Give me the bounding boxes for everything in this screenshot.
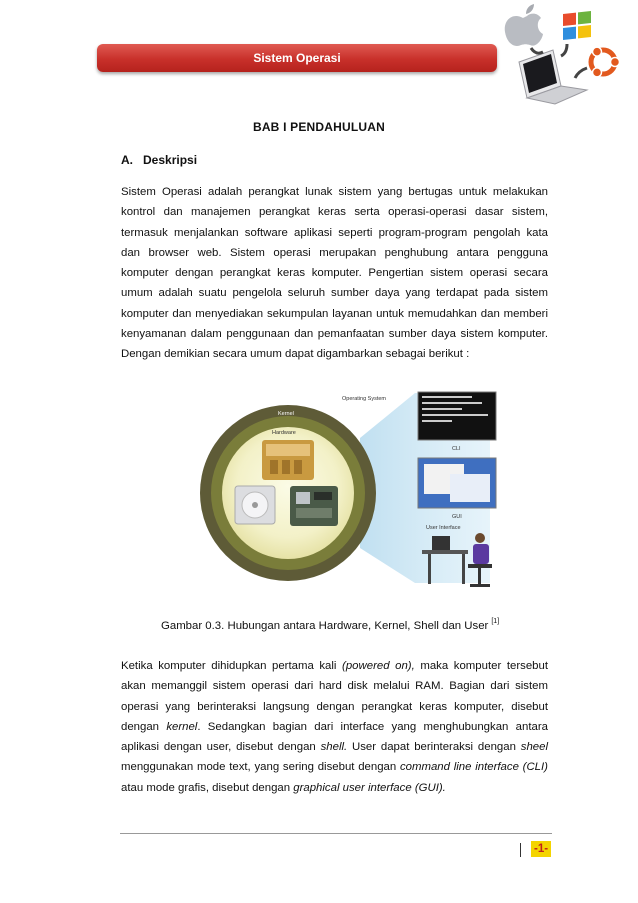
italic-term: kernel: [166, 720, 198, 733]
arrow-icon: [561, 44, 567, 56]
text-run: atau mode grafis, disebut dengan: [121, 781, 294, 794]
kernel-label: Kernel: [278, 411, 294, 417]
italic-term: sheel: [520, 741, 548, 754]
os-layer-diagram: [200, 378, 515, 603]
italic-term: (powered on),: [342, 660, 415, 672]
operating-system-label: Operating System: [342, 396, 387, 402]
text-run: maka komputer tersebut akan memanggil sistem operasi dari hard disk melalui RAM. Bagian dari sistem operasi yang berinteraksi langsung dengan perangkat keras komputer, disebut dengan: [121, 660, 548, 733]
caption-text: Gambar 0.3. Hubungan antara Hardware, Kernel, Shell dan User: [161, 620, 489, 632]
section-title: Deskripsi: [143, 153, 198, 167]
footer-divider: [120, 833, 552, 834]
chapter-title: BAB I PENDAHULUAN: [252, 120, 386, 134]
section-heading: [121, 153, 197, 167]
caption-reference: [1]: [491, 618, 500, 625]
gui-label: GUI: [452, 514, 462, 520]
italic-term: graphical user interface (GUI).: [293, 781, 446, 794]
arrow-icon: [575, 68, 587, 78]
text-run: User dapat berinteraksi dengan: [347, 741, 521, 754]
italic-term: shell.: [320, 741, 348, 754]
figure-caption: [161, 618, 499, 632]
shell-label: Shell: [278, 399, 291, 405]
cli-label: CLI: [452, 446, 461, 452]
os-logos-illustration: [495, 0, 625, 108]
text-run: . Sedangkan bagian dari interface yang menghubungkan antara aplikasi dengan user, disebut dengan: [121, 720, 548, 754]
hard-disk-image: [235, 486, 275, 524]
gui-screen-image: [418, 458, 496, 508]
ubuntu-logo-icon: [591, 47, 620, 77]
arrow-icon: [531, 48, 543, 53]
text-run: menggunakan mode text, yang sering disebut dengan: [121, 761, 400, 774]
footer-separator: [520, 843, 521, 857]
section-number: A.: [121, 153, 133, 167]
boot-paragraph: [121, 656, 548, 798]
page-number: -1-: [531, 841, 551, 857]
user-interface-label: User Interface: [426, 525, 461, 531]
cli-screen-image: [418, 392, 496, 440]
apple-logo-icon: [505, 4, 543, 46]
header-banner: [97, 44, 497, 72]
header-title: Sistem Operasi: [253, 51, 341, 65]
windows-logo-icon: [563, 11, 591, 40]
text-run: Ketika komputer dihidupkan pertama kali: [121, 660, 343, 672]
motherboard-image: [262, 440, 314, 480]
intro-paragraph: Sistem Operasi adalah perangkat lunak sistem yang bertugas untuk melakukan kontrol dan manajemen perangkat keras serta operasi-operasi dasar sistem, termasuk menjalankan software aplikasi seperti program-program pengolah kata dan browser web. Sistem operasi merupakan penghubung antara pengguna komputer dengan perangkat keras komputer. Pengertian sistem operasi secara umum adalah suatu pengelola seluruh sumber daya yang terdapat pada sistem komputer dan menyediakan sekumpulan layanan untuk memudahkan dan memberi kenyamanan dalam penggunaan dan pemanfaatan sumber daya sistem komputer. Dengan demikian secara umum dapat digambarkan sebagai berikut :: [121, 186, 548, 361]
hardware-label: Hardware: [272, 430, 296, 436]
circuit-board-image: [290, 486, 338, 526]
italic-term: command line interface (CLI): [399, 761, 548, 774]
